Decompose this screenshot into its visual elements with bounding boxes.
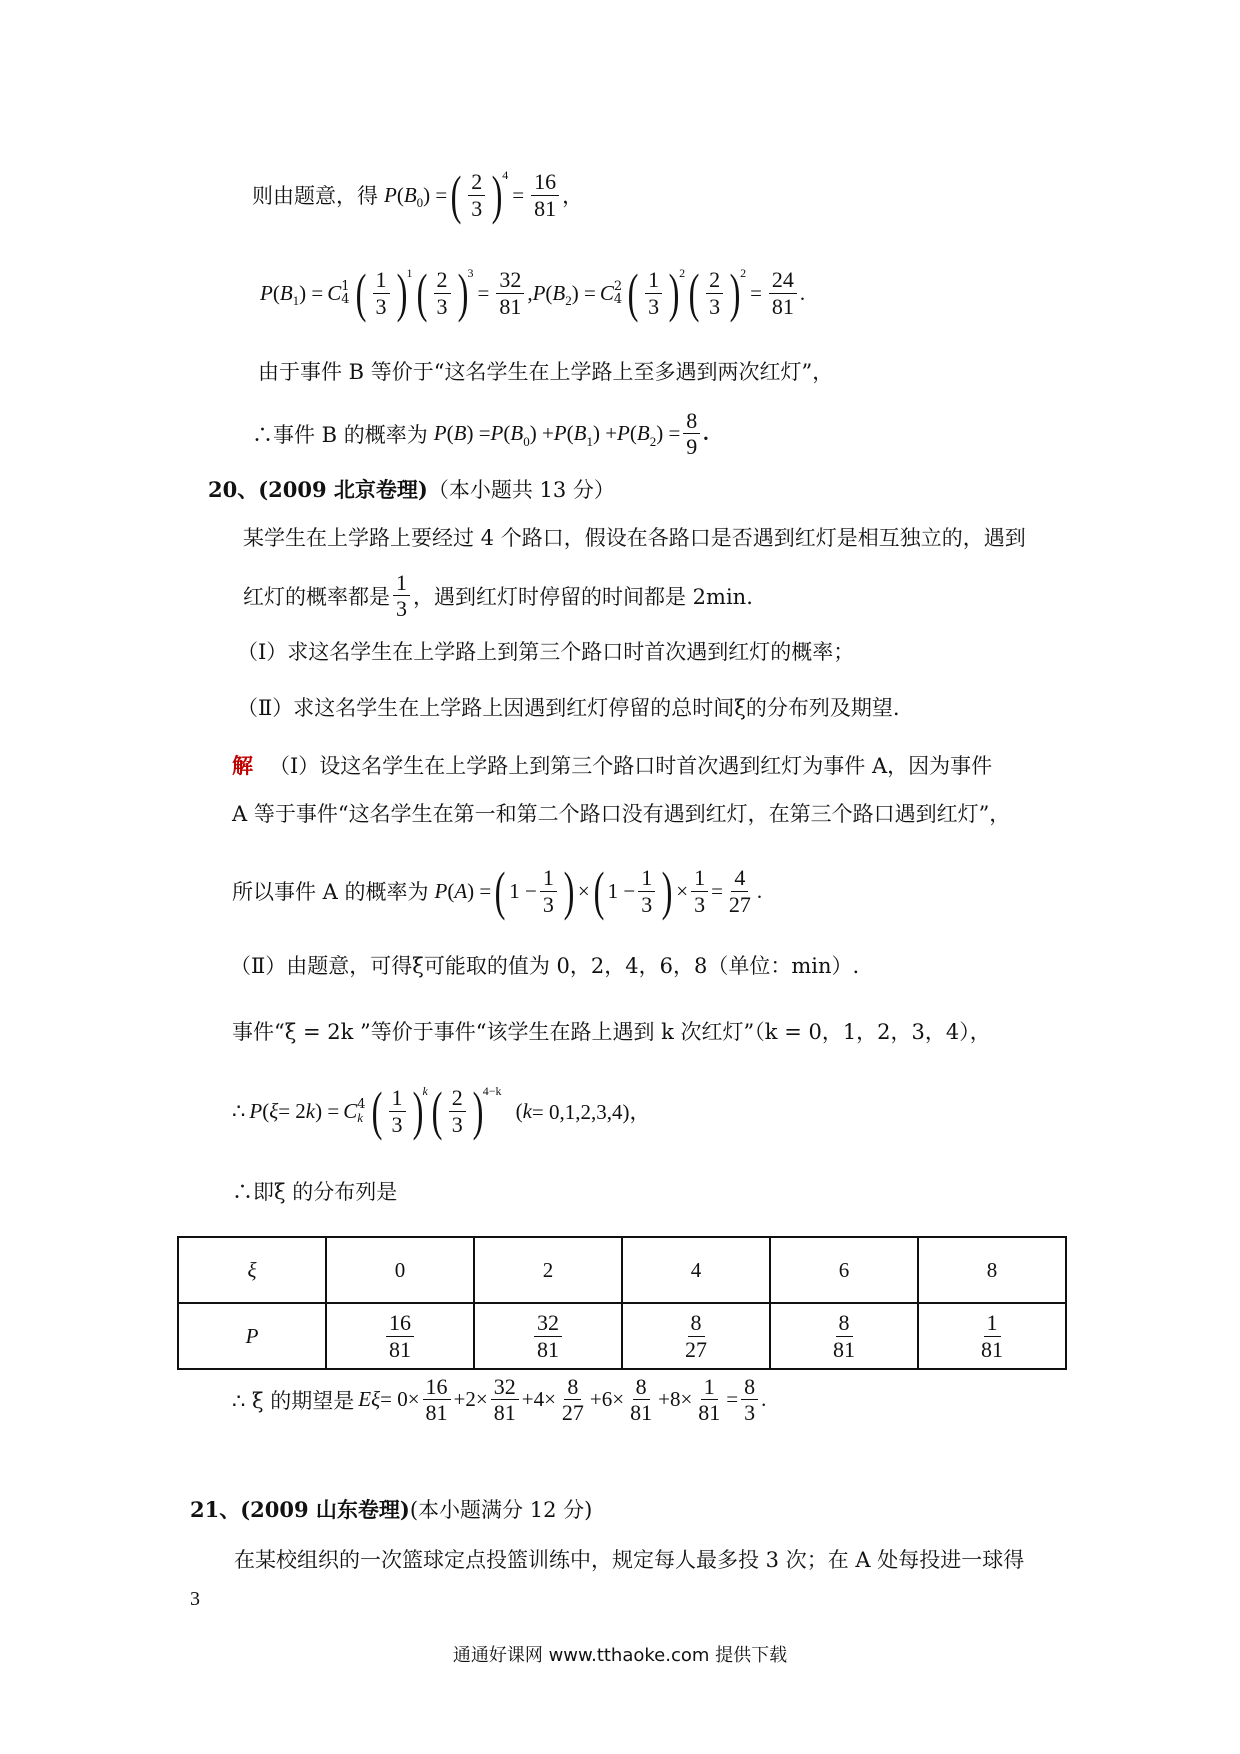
q20-header [208, 474, 615, 504]
text-event-b: 由于事件 B 等价于“这名学生在上学路上至多遇到两次红灯”， [258, 360, 834, 384]
q21-para-1: 在某校组织的一次篮球定点投篮训练中，规定每人最多投 3 次；在 A 处每投进一球得 [234, 1548, 1025, 1572]
table-row [178, 1237, 1066, 1303]
q21-header [190, 1494, 592, 1524]
page-number: 3 [190, 1588, 200, 1610]
eq-distribution: ∴ P ( ξ = 2 k ) = C 4 k ( $\frac{1}{3}$ ) k ( $\frac{2}{3}$ ) 4−k ( k = 0,1,2,3,4)， [232, 1081, 651, 1141]
q20-points: （本小题共 13 分） [427, 478, 615, 502]
solution-ii-2: 事件“ξ = 2k ”等价于事件“该学生在路上遇到 k 次红灯”（k = 0，1，2，3，4）， [232, 1020, 991, 1044]
table-header-p: P [178, 1303, 326, 1369]
table-row [178, 1303, 1066, 1369]
eq-expectation: ∴ ξ 的期望是 Eξ = 0× $\frac{16}{81}$ +2× $\frac{32}{81}$ +4× $\frac{8}{27}$ +6× $\frac{8}{81}$ +8× $\frac{1}{81}$ = $\frac{8}{3}$ . [232, 1374, 767, 1426]
distribution-table [177, 1236, 1067, 1370]
expectation-intro: ∴ ξ 的期望是 [232, 1388, 355, 1413]
solution-line-2: A 等于事件“这名学生在第一和第二个路口没有遇到红灯，在第三个路口遇到红灯”， [232, 802, 1011, 826]
table-value: 6 [770, 1237, 918, 1303]
table-value: 4 [622, 1237, 770, 1303]
table-value: 8 [918, 1237, 1066, 1303]
table-prob: $\frac{16}{81}$ [326, 1303, 474, 1369]
q20-title: 20、(2009 北京卷理) [208, 477, 428, 502]
table-value: 0 [326, 1237, 474, 1303]
q21-points: (本小题满分 12 分) [409, 1498, 593, 1522]
eq-pb0-intro: 则由题意，得 [252, 184, 378, 208]
solution-ii-1: （Ⅱ）由题意，可得ξ可能取的值为 0，2，4，6，8（单位：min）. [230, 954, 860, 978]
solution-text-1: （Ⅰ）设这名学生在上学路上到第三个路口时首次遇到红灯为事件 A，因为事件 [269, 754, 993, 778]
q20-para-2: 红灯的概率都是 $\frac{1}{3}$ ，遇到红灯时停留的时间都是 2min. [243, 570, 753, 622]
q20-part-ii: （Ⅱ）求这名学生在上学路上因遇到红灯停留的总时间ξ的分布列及期望. [237, 696, 900, 720]
q20-para-1: 某学生在上学路上要经过 4 个路口，假设在各路口是否遇到红灯是相互独立的，遇到 [243, 526, 1026, 550]
eq-pb: ∴事件 B 的概率为 P ( B ) = P ( B 0 ) + P ( B 1 ) + P ( B 2 ) = $\frac{8}{9}$ . [252, 408, 709, 460]
table-header-xi: ξ [178, 1237, 326, 1303]
q20-part-i: （Ⅰ）求这名学生在上学路上到第三个路口时首次遇到红灯的概率； [237, 640, 855, 664]
eq-pb0: 则由题意，得 P ( B 0 ) = ( $\frac{2}{3}$ ) 4 = $\frac{16}{81}$ ， [252, 165, 584, 225]
eq-pb1-pb2: P ( B 1 ) = C 1 4 ( $\frac{1}{3}$ ) 1 ( $\frac{2}{3}$ ) 3 = $\frac{32}{81}$ , P ( B 2 ) = C 2 4 ( $\frac{1}{3}$ ) 2 ( $\frac{2}{3}$ ) 2 = $\frac{24}{81}$ . [260, 263, 806, 323]
table-prob: $\frac{8}{81}$ [770, 1303, 918, 1369]
table-prob: $\frac{1}{81}$ [918, 1303, 1066, 1369]
table-prob: $\frac{32}{81}$ [474, 1303, 622, 1369]
solution-line-1 [232, 750, 992, 780]
table-prob: $\frac{8}{27}$ [622, 1303, 770, 1369]
solution-label: 解 [232, 753, 253, 778]
solution-line-3: 所以事件 A 的概率为 P ( A ) = ( 1 − $\frac{1}{3}$ ) × ( 1 − $\frac{1}{3}$ ) × $\frac{1}{3}$ = $\frac{4}{27}$ . [232, 861, 763, 921]
q20-para-2b: ，遇到红灯时停留的时间都是 2min. [413, 584, 753, 609]
table-value: 2 [474, 1237, 622, 1303]
q20-para-2a: 红灯的概率都是 [243, 584, 390, 609]
solution-text-3: 所以事件 A 的概率为 [232, 880, 429, 904]
q21-title: 21、(2009 山东卷理) [190, 1497, 410, 1522]
solution-ii-4: ∴即ξ 的分布列是 [232, 1180, 398, 1204]
eq-pb-intro: ∴事件 B 的概率为 [252, 422, 428, 447]
footer-text: 通通好课网 www.tthaoke.com 提供下载 [452, 1645, 788, 1666]
